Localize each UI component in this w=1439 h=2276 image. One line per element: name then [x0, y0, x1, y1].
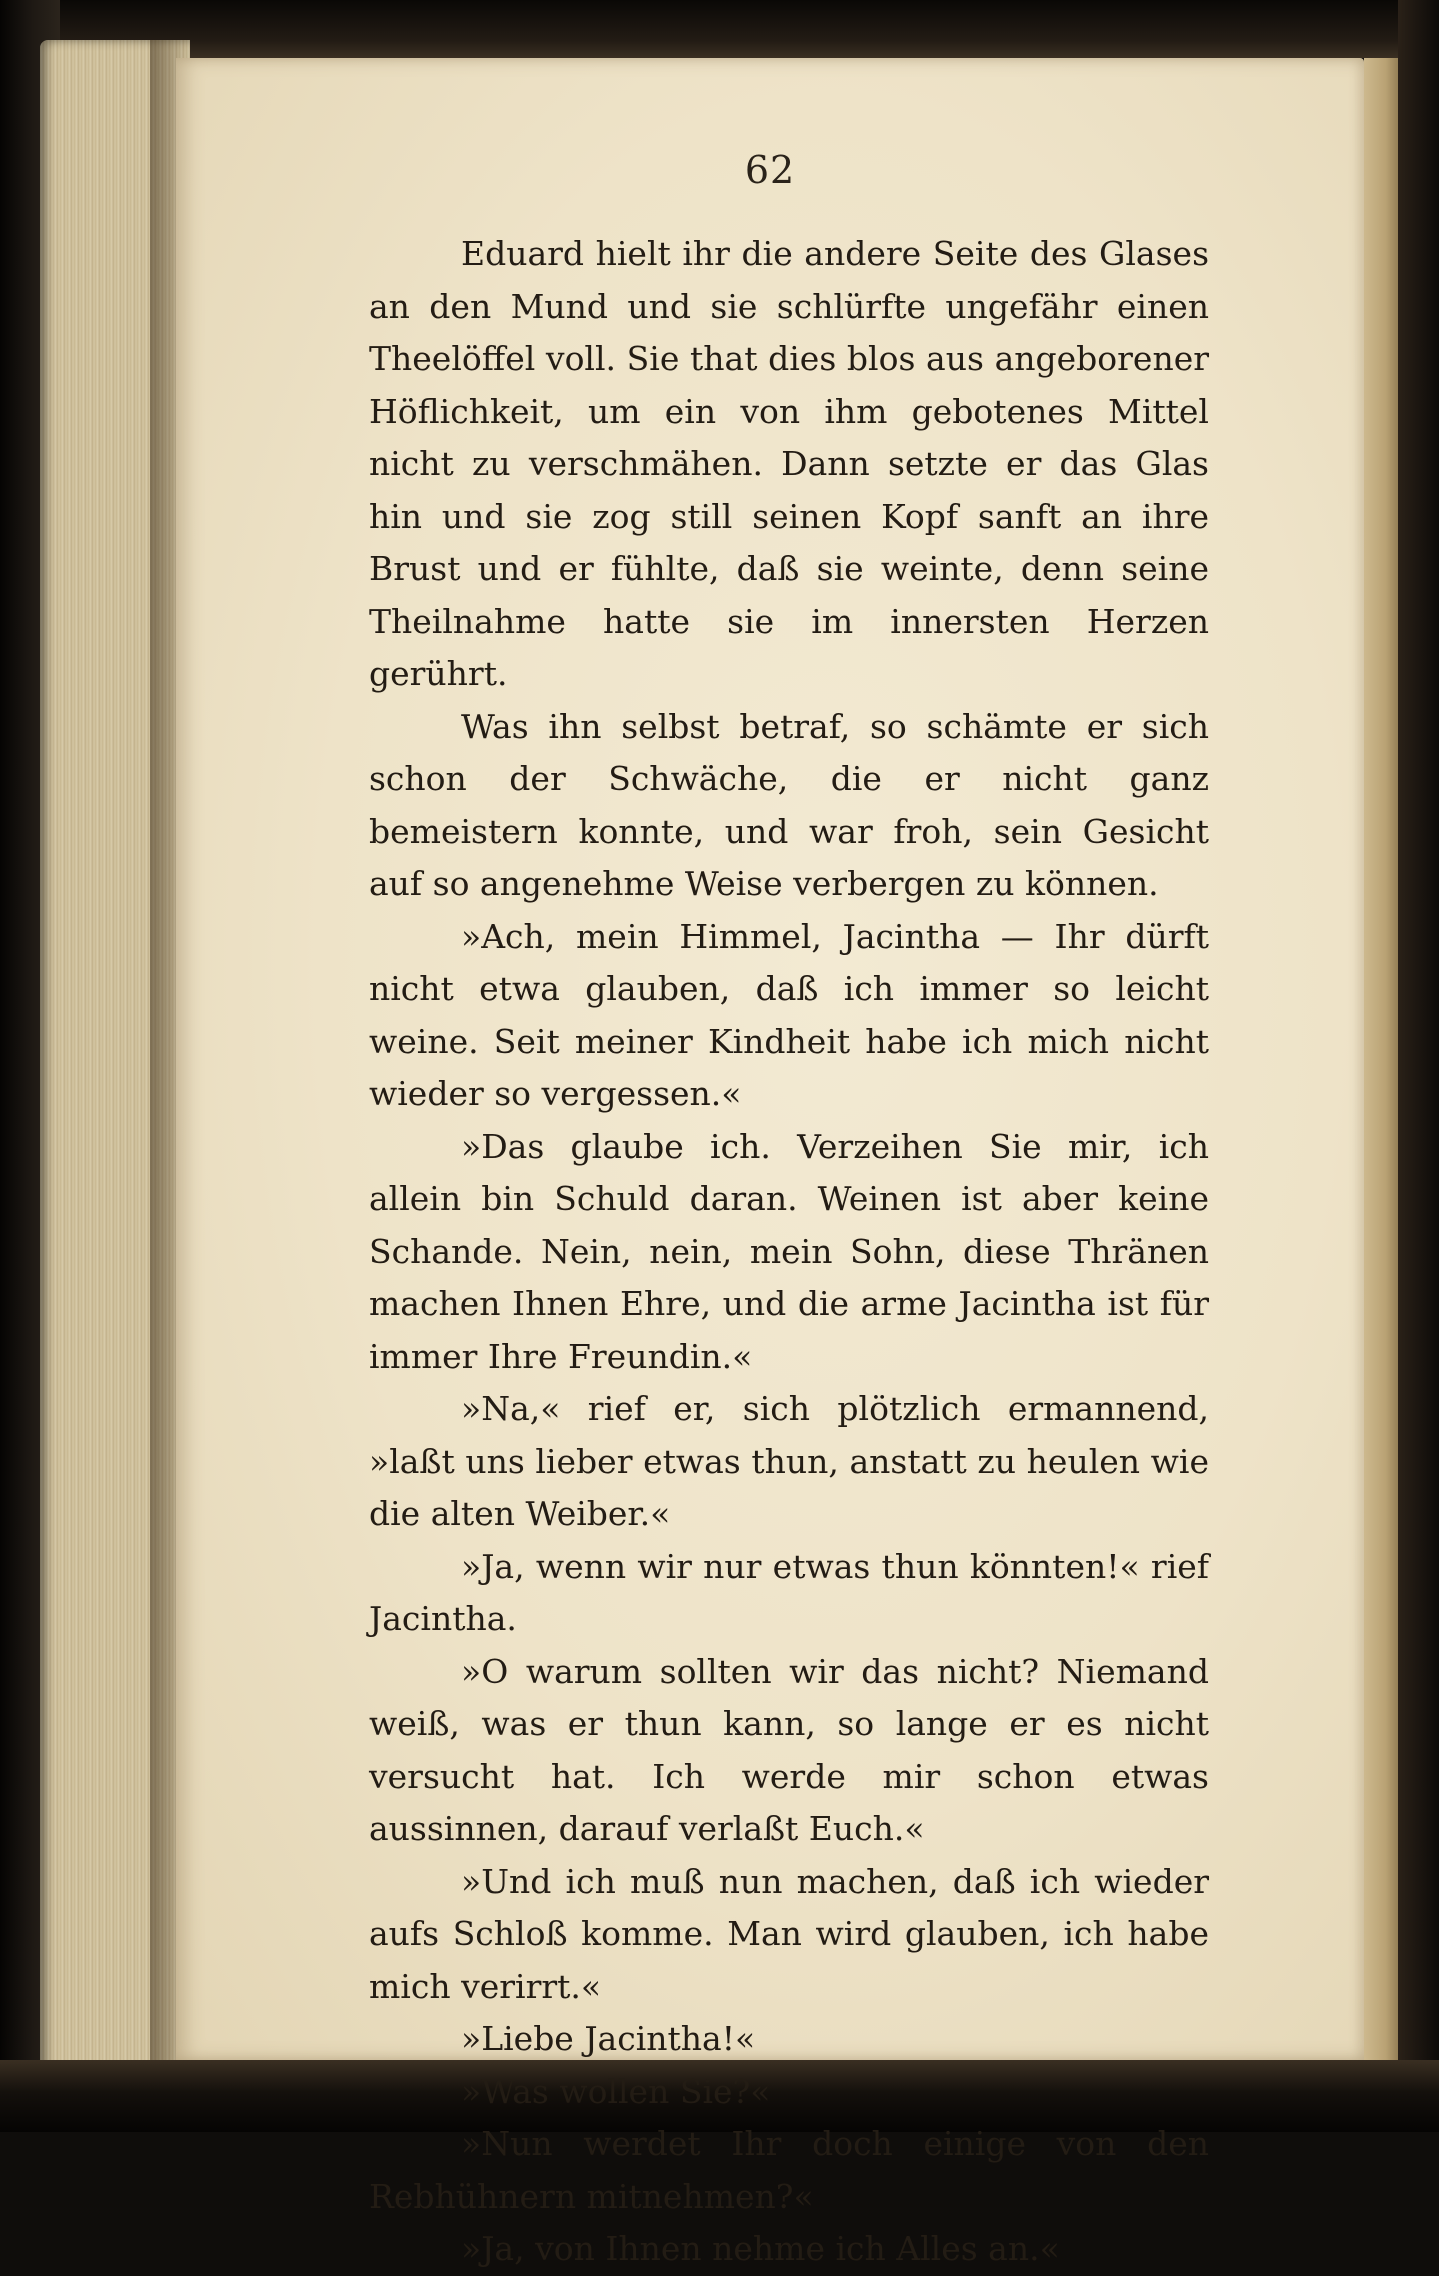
- paragraph: Was ihn selbst betraf, so schämte er sich schon der Schwäche, die er nicht ganz bemeistern konnte, und war froh, sein Gesicht auf so angenehme Weise verbergen zu können.: [369, 706, 1209, 903]
- paragraph: »Ja, von Ihnen nehme ich Alles an.«: [461, 2229, 1060, 2268]
- body-text: [369, 228, 1209, 2276]
- paragraph: »Und ich muß nun machen, daß ich wieder aufs Schloß komme. Man wird glauben, ich habe mich verirrt.«: [369, 1861, 1209, 2006]
- paragraph: »Ja, wenn wir nur etwas thun könnten!« rief Jacintha.: [369, 1546, 1209, 1638]
- book-cover-right: [1398, 0, 1439, 2132]
- page-curl-right: [1364, 58, 1400, 2060]
- paragraph: »Das glaube ich. Verzeihen Sie mir, ich allein bin Schuld daran. Weinen ist aber keine Schande. Nein, nein, mein Sohn, diese Thränen machen Ihnen Ehre, und die arme Jacintha ist für immer Ihre Freundin.«: [369, 1126, 1209, 1376]
- paragraph: Eduard hielt ihr die andere Seite des Glases an den Mund und sie schlürfte ungefähr einen Theelöffel voll. Sie that dies blos aus angeborener Höflichkeit, um ein von ihm gebotenes Mittel nicht zu verschmähen. Dann setzte er das Glas hin und sie zog still seinen Kopf sanft an ihre Brust und er fühlte, daß sie weinte, denn seine Theilnahme hatte sie im innersten Herzen gerührt.: [369, 234, 1209, 693]
- paragraph: »Nun werdet Ihr doch einige von den Rebhühnern mitnehmen?«: [369, 2124, 1209, 2216]
- paragraph: »Ach, mein Himmel, Jacintha — Ihr dürft nicht etwa glauben, daß ich immer so leicht weine. Seit meiner Kindheit habe ich mich nicht wieder so vergessen.«: [369, 916, 1209, 1113]
- page-number: 62: [744, 148, 796, 192]
- paragraph: »Was wollen Sie?«: [461, 2071, 771, 2111]
- paragraph: »Liebe Jacintha!«: [461, 2019, 756, 2058]
- top-shadow: [0, 0, 1439, 58]
- book-page: [176, 58, 1364, 2268]
- paragraph: »Na,« rief er, sich plötzlich ermannend, »laßt uns lieber etwas thun, anstatt zu heulen wie die alten Weiber.«: [369, 1389, 1209, 1533]
- paragraph: »O warum sollten wir das nicht? Niemand weiß, was er thun kann, so lange er es nicht versucht hat. Ich werde mir schon etwas aussinnen, darauf verlaßt Euch.«: [369, 1651, 1209, 1848]
